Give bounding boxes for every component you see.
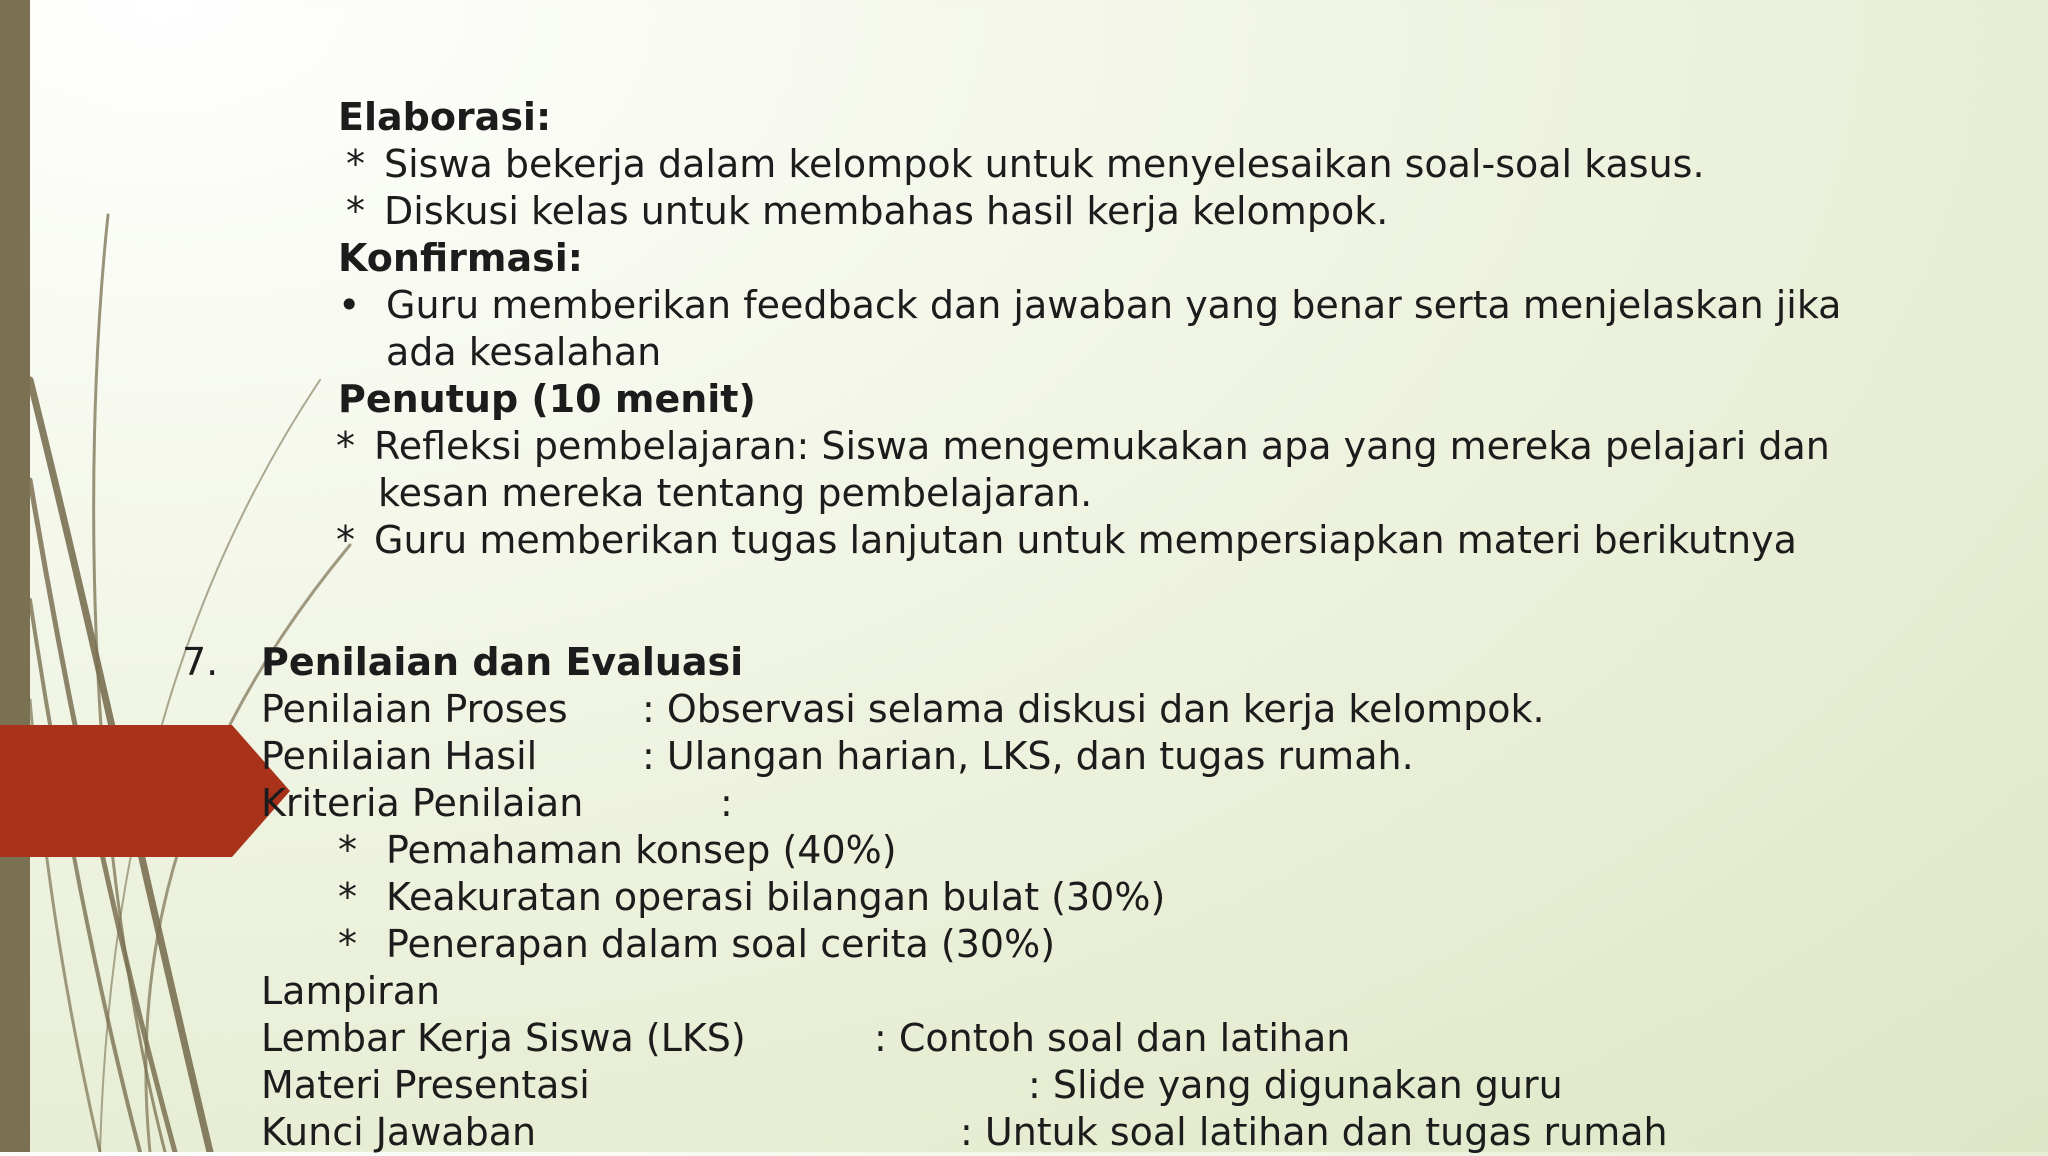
kriteria-colon: : [720, 781, 733, 825]
kriteria-item-2-marker: * [338, 875, 357, 919]
section-number: 7. [182, 640, 219, 684]
kriteria-label: Kriteria Penilaian [261, 781, 584, 825]
kriteria-item-3-marker: * [338, 922, 357, 966]
penutup-heading: Penutup (10 menit) [338, 377, 756, 421]
konfirmasi-line-1: Guru memberikan feedback dan jawaban yang benar serta menjelaskan jika [386, 283, 1842, 327]
penilaian-hasil-value: : Ulangan harian, LKS, dan tugas rumah. [642, 734, 1414, 778]
elaborasi-item-2: Diskusi kelas untuk membahas hasil kerja kelompok. [384, 189, 1389, 233]
elaborasi-heading: Elaborasi: [338, 95, 552, 139]
red-arrow-tab [0, 725, 290, 857]
penutup-item-2-marker: * [336, 518, 355, 562]
penilaian-proses-label: Penilaian Proses [261, 687, 568, 731]
lampiran-materi-label: Materi Presentasi [261, 1063, 590, 1107]
penutup-item-1-line-2: kesan mereka tentang pembelajaran. [378, 471, 1093, 515]
konfirmasi-bullet: • [338, 283, 361, 327]
curve-3 [30, 600, 140, 1152]
kriteria-item-1: Pemahaman konsep (40%) [386, 828, 897, 872]
penilaian-hasil-label: Penilaian Hasil [261, 734, 538, 778]
penutup-item-1-line-1: Refleksi pembelajaran: Siswa mengemukakan apa yang mereka pelajari dan [374, 424, 1830, 468]
elaborasi-item-1: Siswa bekerja dalam kelompok untuk menyelesaikan soal-soal kasus. [384, 142, 1705, 186]
lampiran-heading: Lampiran [261, 969, 441, 1013]
penilaian-proses-value: : Observasi selama diskusi dan kerja kelompok. [642, 687, 1545, 731]
penutup-item-2: Guru memberikan tugas lanjutan untuk mempersiapkan materi berikutnya [374, 518, 1797, 562]
lampiran-kunci-label: Kunci Jawaban [261, 1110, 537, 1154]
elaborasi-item-2-marker: * [346, 189, 365, 233]
lampiran-lks-label: Lembar Kerja Siswa (LKS) [261, 1016, 746, 1060]
elaborasi-item-1-marker: * [346, 142, 365, 186]
lampiran-lks-value: : Contoh soal dan latihan [874, 1016, 1351, 1060]
lampiran-kunci-value: : Untuk soal latihan dan tugas rumah [960, 1110, 1668, 1154]
penilaian-heading: Penilaian dan Evaluasi [261, 640, 744, 684]
kriteria-item-2: Keakuratan operasi bilangan bulat (30%) [386, 875, 1166, 919]
kriteria-item-3: Penerapan dalam soal cerita (30%) [386, 922, 1056, 966]
kriteria-item-1-marker: * [338, 828, 357, 872]
lampiran-materi-value: : Slide yang digunakan guru [1028, 1063, 1563, 1107]
konfirmasi-heading: Konfirmasi: [338, 236, 583, 280]
penutup-item-1-marker: * [336, 424, 355, 468]
konfirmasi-line-2: ada kesalahan [386, 330, 662, 374]
